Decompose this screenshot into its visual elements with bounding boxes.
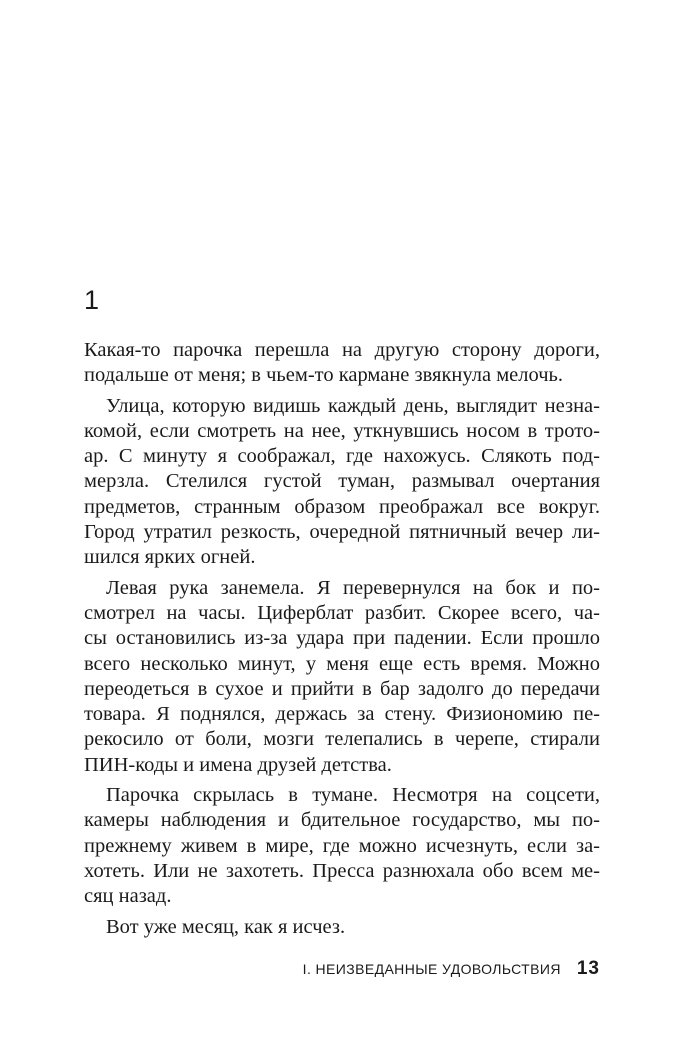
text-line: камеры наблюдения и бдительное государство, мы по- xyxy=(84,809,600,832)
text-line: ПИН-коды и имена друзей детства. xyxy=(84,753,392,776)
text-line: Улица, которую видишь каждый день, выглядит незна- xyxy=(106,394,600,417)
text-line: ар. С минуту я соображал, где нахожусь. Слякоть под- xyxy=(84,445,600,468)
text-line: комой, если смотреть на нее, уткнувшись носом в трото- xyxy=(84,419,600,442)
text-line: мерзла. Стелился густой туман, размывал очертания xyxy=(84,470,600,493)
text-line: сяц назад. xyxy=(84,885,172,908)
text-line: сы остановились из-за удара при падении. Если прошло xyxy=(84,627,600,650)
text-line: Парочка скрылась в тумане. Несмотря на соцсети, xyxy=(106,784,600,807)
text-line: смотрел на часы. Циферблат разбит. Скорее всего, ча- xyxy=(84,601,600,624)
text-line: переодеться в сухое и прийти в бар задолго до передачи xyxy=(84,677,600,700)
running-head: I. НЕИЗВЕДАННЫЕ УДОВОЛЬСТВИЯ xyxy=(302,961,561,977)
paragraph xyxy=(84,915,600,940)
text-line: предметов, странным образом преображал все вокруг. xyxy=(84,495,600,518)
text-line: прежнему живем в мире, где можно исчезнуть, если за- xyxy=(84,834,600,857)
text-line: хотеть. Или не захотеть. Пресса разнюхала обо всем ме- xyxy=(84,859,600,882)
text-line: Вот уже месяц, как я исчез. xyxy=(106,915,346,938)
text-line: Какая-то парочка перешла на другую сторону дороги, xyxy=(84,339,600,361)
text-line: рекосило от боли, мозги телепались в черепе, стирали xyxy=(84,728,600,751)
text-line: Город утратил резкость, очередной пятничный вечер ли- xyxy=(84,521,600,544)
text-line: подальше от меня; в чьем-то кармане звякнула мелочь. xyxy=(84,364,563,387)
text-line: Левая рука занемела. Я перевернулся на бок и по- xyxy=(106,576,600,599)
paragraph xyxy=(84,338,600,389)
text-line: шился ярких огней. xyxy=(84,546,256,569)
page-number: 13 xyxy=(576,958,600,979)
text-line: всего несколько минут, у меня еще есть время. Можно xyxy=(84,652,600,675)
paragraph xyxy=(84,576,600,778)
paragraph xyxy=(84,394,600,571)
paragraph xyxy=(84,783,600,909)
chapter-number: 1 xyxy=(84,285,100,315)
text-line: товара. Я поднялся, держась за стену. Физиономию пе- xyxy=(84,703,600,726)
page-footer xyxy=(84,958,600,980)
body-text xyxy=(84,338,600,945)
